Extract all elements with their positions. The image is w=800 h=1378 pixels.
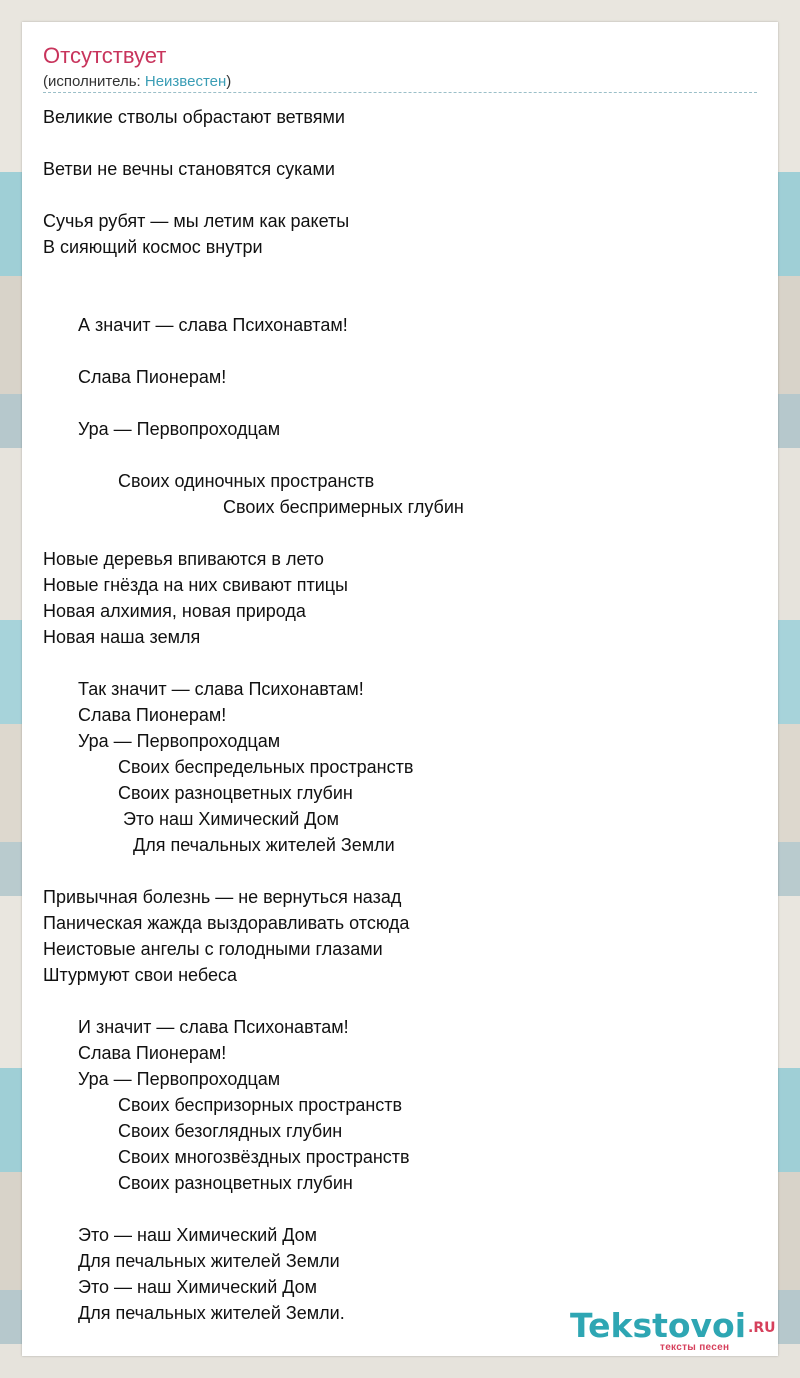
- lyric-line: Ура — Первопроходцам: [43, 731, 281, 751]
- title-divider: [43, 92, 757, 93]
- artist-line: [43, 72, 231, 92]
- lyric-line: [43, 1196, 759, 1222]
- lyric-line: Для печальных жителей Земли: [43, 1251, 340, 1271]
- logo-tld: .RU: [748, 1320, 776, 1336]
- lyric-line: Для печальных жителей Земли.: [43, 1303, 345, 1323]
- lyric-line: Это — наш Химический Дом: [43, 1277, 318, 1297]
- lyric-line: Своих разноцветных глубин: [43, 783, 353, 803]
- lyric-line: Ура — Первопроходцам: [43, 1069, 281, 1089]
- lyric-line: Так значит — слава Психонавтам!: [43, 679, 364, 699]
- lyric-line: Паническая жажда выздоравливать отсюда: [43, 913, 410, 933]
- lyric-line: Для печальных жителей Земли: [43, 835, 395, 855]
- lyric-line: Слава Пионерам!: [43, 705, 227, 725]
- lyric-line: Своих разноцветных глубин: [43, 1173, 353, 1193]
- lyric-line: [43, 182, 759, 208]
- lyric-line: Ура — Первопроходцам: [43, 419, 281, 439]
- lyric-line: Великие стволы обрастают ветвями: [43, 107, 345, 127]
- song-title: Отсутствует: [43, 43, 167, 68]
- lyrics-card: [22, 22, 778, 1356]
- lyric-line: А значит — слава Психонавтам!: [43, 315, 348, 335]
- lyric-line: В сияющий космос внутри: [43, 237, 263, 257]
- lyric-line: Неистовые ангелы с голодными глазами: [43, 939, 383, 959]
- lyric-line: Штурмуют свои небеса: [43, 965, 237, 985]
- lyric-line: [43, 130, 759, 156]
- lyric-line: [43, 390, 759, 416]
- lyric-line: [43, 650, 759, 676]
- lyric-line: [43, 858, 759, 884]
- lyric-line: [43, 286, 759, 312]
- lyric-line: Это — наш Химический Дом: [43, 1225, 318, 1245]
- lyric-line: Своих безоглядных глубин: [43, 1121, 343, 1141]
- lyric-line: И значит — слава Психонавтам!: [43, 1017, 349, 1037]
- lyric-line: Своих беспризорных пространств: [43, 1095, 403, 1115]
- lyric-line: Новая наша земля: [43, 627, 201, 647]
- lyric-line: Слава Пионерам!: [43, 367, 227, 387]
- lyrics-body: [43, 104, 759, 1326]
- site-logo[interactable]: [570, 1306, 780, 1353]
- lyric-line: Привычная болезнь — не вернуться назад: [43, 887, 402, 907]
- lyric-line: Новые гнёзда на них свивают птицы: [43, 575, 348, 595]
- lyric-line: Своих беспримерных глубин: [43, 497, 464, 517]
- lyric-line: [43, 442, 759, 468]
- lyric-line: Новые деревья впиваются в лето: [43, 549, 324, 569]
- artist-link[interactable]: Неизвестен: [144, 73, 227, 90]
- lyric-line: [43, 520, 759, 546]
- logo-tagline: тексты песен: [660, 1342, 730, 1353]
- lyric-line: Своих многозвёздных пространств: [43, 1147, 410, 1167]
- lyric-line: Своих одиночных пространств: [43, 471, 375, 491]
- lyric-line: Новая алхимия, новая природа: [43, 601, 306, 621]
- lyric-line: Ветви не вечны становятся суками: [43, 159, 335, 179]
- artist-prefix: (исполнитель:: [43, 73, 145, 90]
- lyric-line: [43, 260, 759, 286]
- lyric-line: [43, 338, 759, 364]
- lyric-line: Сучья рубят — мы летим как ракеты: [43, 211, 350, 231]
- logo-name: Tekstovoi: [570, 1306, 747, 1345]
- artist-suffix: ): [226, 73, 232, 90]
- lyric-line: [43, 988, 759, 1014]
- lyric-line: Это наш Химический Дом: [43, 809, 340, 829]
- lyric-line: Своих беспредельных пространств: [43, 757, 414, 777]
- lyric-line: Слава Пионерам!: [43, 1043, 227, 1063]
